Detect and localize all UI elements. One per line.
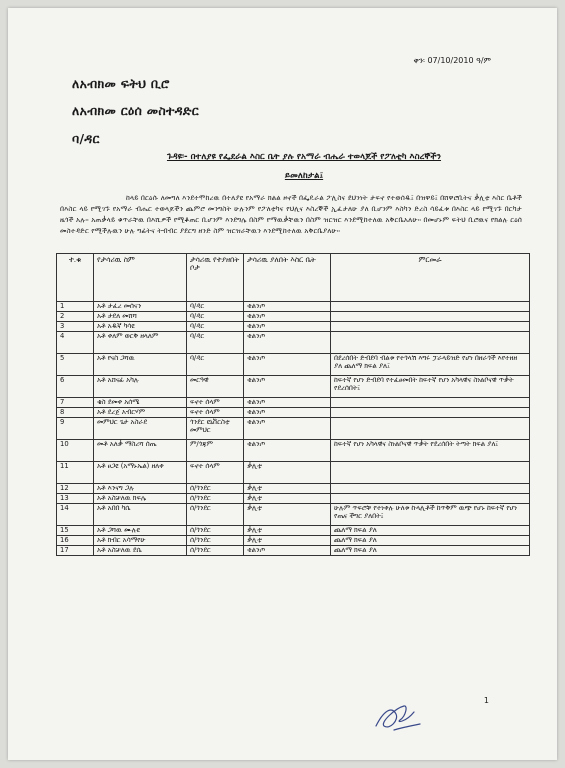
cell-name: አቶ ደረጀ አብርሃም [94, 408, 187, 418]
cell-arrest-place: ፍኖተ ሰላም [187, 462, 244, 484]
cell-name: አቶ ታደለ መሸሻ [94, 312, 187, 322]
cell-name: አቶ ታፈረ መሰናን [94, 302, 187, 312]
cell-name: አቶ ፀጋዩ (አማኑኤል) ዘለቀ [94, 462, 187, 484]
cell-arrest-place: ባ/ዳር [187, 312, 244, 322]
cell-arrest-place: ባ/ዳር [187, 354, 244, 376]
table-row [57, 398, 530, 408]
cell-arrest-place: መርዓዊ [187, 376, 244, 398]
cell-remark [331, 322, 530, 332]
cell-remark: በደረሰበት ድብደባ ብልቱ የተጎላሽ እግሩ ፓራላይዝድ የሆነ በዘራጎች እየተዘዘ ያለ ጨለማ ክፍል ያለ፤ [331, 354, 530, 376]
cell-remark: ከፍተኛ የሆነ አካላዊና ስነልቦናዊ ጥቃት የደረሰበት ትጣት ክፍል ያለ፤ [331, 440, 530, 462]
cell-arrest-place: ሰ/ጎንደር [187, 536, 244, 546]
subject-line-1: ጉዳዩ፡- በተለያዩ የፌደራል እስር ቤት ያሉ የአማራ ብሔራ ተወላጆች የፖለቲካ እስረኞችን [166, 152, 442, 162]
document-page [8, 8, 557, 760]
cell-number: 14 [57, 504, 94, 526]
cell-arrest-place: ባ/ዳር [187, 302, 244, 312]
cell-prison: ቂልንጦ [244, 440, 331, 462]
cell-number: 5 [57, 354, 94, 376]
cell-number: 3 [57, 322, 94, 332]
cell-prison: ቂልንጦ [244, 332, 331, 354]
letter-date: ቀን፡ 07/10/2010 ዓ/ም [413, 56, 491, 65]
table-row [57, 408, 530, 418]
cell-prison: ቂልንጦ [244, 302, 331, 312]
cell-arrest-place: ጎንደር ዩኒቨርስቲ መምህር [187, 418, 244, 440]
cell-name: አቶ ጋሻዉ ሙሉዩ [94, 526, 187, 536]
cell-name: አቶ ቀለም ወርቅ ዘላለም [94, 332, 187, 354]
cell-name: አቶ እንናግ ጋሉ [94, 484, 187, 494]
cell-name: አቶ የናስ ጋሻዉ [94, 354, 187, 376]
col-header-number: ተ.ቁ [57, 254, 94, 302]
cell-name: አቶ ክብር አሳማየሁ [94, 536, 187, 546]
recipient-line-2: ለአብክመ ርዕሰ መስተዳድር [72, 103, 200, 118]
prisoner-table [56, 253, 530, 556]
cell-name: አቶ አሸናፊ አካሉ [94, 376, 187, 398]
table-row [57, 322, 530, 332]
cell-remark: ሁሉም ጥፍሮቹ የተነቀሉ ሁለቱ ኩላሊቶች ከጥቅም ዉጭ የሆኑ ከፍተኛ የሆነ የጤና ችግር ያለበት፤ [331, 504, 530, 526]
table-row [57, 494, 530, 504]
cell-number: 13 [57, 494, 94, 504]
cell-number: 17 [57, 546, 94, 556]
table-row [57, 484, 530, 494]
cell-prison: ቂልንጦ [244, 376, 331, 398]
table-row [57, 354, 530, 376]
cell-number: 9 [57, 418, 94, 440]
table-row [57, 302, 530, 312]
cell-arrest-place: ባ/ዳር [187, 322, 244, 332]
cell-name: አቶ አበበ ካሴ [94, 504, 187, 526]
cell-prison: ቂልንጦ [244, 418, 331, 440]
table-row [57, 376, 530, 398]
col-header-prison: ታሳሪዉ ያለበት እስር ቤት [244, 254, 331, 302]
table-row [57, 546, 530, 556]
cell-remark: ጨለማ ክፍል ያለ [331, 526, 530, 536]
cell-number: 16 [57, 536, 94, 546]
subject-line [84, 148, 524, 186]
cell-prison: ቃሊቲ [244, 526, 331, 536]
cell-prison: ቃሊቲ [244, 484, 331, 494]
cell-name: መምህር ጌታ አስራደ [94, 418, 187, 440]
recipient-line-3: ባ/ዳር [72, 131, 100, 146]
cell-arrest-place: ሰ/ጎንደር [187, 546, 244, 556]
cell-prison: ቂልንጦ [244, 408, 331, 418]
cell-arrest-place: ም/ጎጃም [187, 440, 244, 462]
cell-remark [331, 494, 530, 504]
page-number: 1 [483, 696, 489, 705]
cell-remark [331, 398, 530, 408]
cell-name: አቶ አስቻለዉ ክፍሌ [94, 494, 187, 504]
cell-prison: ቃሊቲ [244, 536, 331, 546]
recipient-line-1: ለአብክመ ፍትህ ቢሮ [72, 76, 170, 91]
letter-body: ከላይ በርዕሱ ለመግለ እንደተሞከረዉ በተለያዩ የአማራ ክልል ዞኖች በፌዴራል ፖሊስና ደህንነት ታፍኖ የተወሰዱ፤ በዝዋይ፤ በሸዋሮቢትና ቃሊቲ እስር ቤቶች በእስር ላይ የሚገኙ የአማራ ብሔር ተወላጆችን ጨምሮ መንግስት ሁሉንም የፖለቲካና የህሊና እስረኞች ኢፈታለሁ ያለ ቢሆንም እስካን ድረስ ሳይፈቱ በእስር ላይ የሚገኙ በርካታ ዜጎች አሉ፡፡ አጠቃላይ ቁጥራቸዉ በእሺዎች የሚቆጠር ቢሆንም እንደግሌ በስም የማዉቃቸዉን በስም ዝርዝር እንደሚከተለዉ አቅርቤአለሁ፡፡ በመሆኑም ፍትህ ቢሮዉና የክልሉ ርዕሰ መስተዳድር የሚችሉዉን ሁሉ ግፊትና ትብብር ያደርግ ዘንድ ስም ዝርዝራቸዉን እንደሚከተለዉ አቅርቤያለሁ፡፡ [60, 193, 522, 235]
cell-number: 10 [57, 440, 94, 462]
cell-remark: ጨለማ ክፍል ያለ [331, 536, 530, 546]
cell-name: አቶ አዱኛ ካሳዩ [94, 322, 187, 332]
cell-arrest-place: ሰ/ጎንደር [187, 504, 244, 526]
table-row [57, 504, 530, 526]
cell-remark: ጨለማ ክፍል ያለ [331, 546, 530, 556]
table-row [57, 312, 530, 322]
cell-prison: ቃሊቲ [244, 494, 331, 504]
cell-number: 4 [57, 332, 94, 354]
cell-name: መቶ አለቃ ማስረሻ ሰጤ [94, 440, 187, 462]
cell-number: 2 [57, 312, 94, 322]
cell-number: 6 [57, 376, 94, 398]
cell-number: 1 [57, 302, 94, 312]
table-row [57, 536, 530, 546]
cell-number: 11 [57, 462, 94, 484]
cell-prison: ቂልንጦ [244, 322, 331, 332]
cell-arrest-place: ሰ/ጎንደር [187, 494, 244, 504]
cell-prison: ቂልንጦ [244, 312, 331, 322]
cell-prison: ቂልንጦ [244, 546, 331, 556]
cell-remark [331, 312, 530, 322]
cell-prison: ቃሊቲ [244, 462, 331, 484]
table-row [57, 418, 530, 440]
cell-remark [331, 462, 530, 484]
cell-arrest-place: ፍኖተ ሰላም [187, 398, 244, 408]
cell-remark [331, 484, 530, 494]
cell-name: አቶ አስቻለዉ ደሴ [94, 546, 187, 556]
cell-number: 12 [57, 484, 94, 494]
subject-line-2: ይመለከታል፤ [284, 171, 324, 181]
cell-arrest-place: ፍኖተ ሰላም [187, 408, 244, 418]
cell-prison: ቃሊቲ [244, 504, 331, 526]
cell-prison: ቂልንጦ [244, 398, 331, 408]
cell-arrest-place: ባ/ዳር [187, 332, 244, 354]
col-header-name: የታሳሪዉ ስም [94, 254, 187, 302]
cell-arrest-place: ሰ/ጎንደር [187, 484, 244, 494]
table-row [57, 332, 530, 354]
cell-remark [331, 302, 530, 312]
cell-remark [331, 408, 530, 418]
cell-number: 15 [57, 526, 94, 536]
table-row [57, 462, 530, 484]
cell-number: 8 [57, 408, 94, 418]
col-header-remark: ምርመራ [331, 254, 530, 302]
signature [370, 700, 424, 736]
cell-remark [331, 332, 530, 354]
table-row [57, 440, 530, 462]
col-header-arrest-place: ታሳሪዉ የተያዘበት ቦታ [187, 254, 244, 302]
cell-number: 7 [57, 398, 94, 408]
table-header-row [57, 254, 530, 302]
cell-arrest-place: ሰ/ጎንደር [187, 526, 244, 536]
cell-remark [331, 418, 530, 440]
table-row [57, 526, 530, 536]
cell-prison: ቂልንጦ [244, 354, 331, 376]
cell-name: ቄስ ደመቀ አሰሜ [94, 398, 187, 408]
cell-remark: ከፍተኛ የሆነ ድብደባ የተፈፀመበት ከፍተኛ የሆነ አካላዊና ስነልቦናዊ ጥቃት የደረሰበት፤ [331, 376, 530, 398]
